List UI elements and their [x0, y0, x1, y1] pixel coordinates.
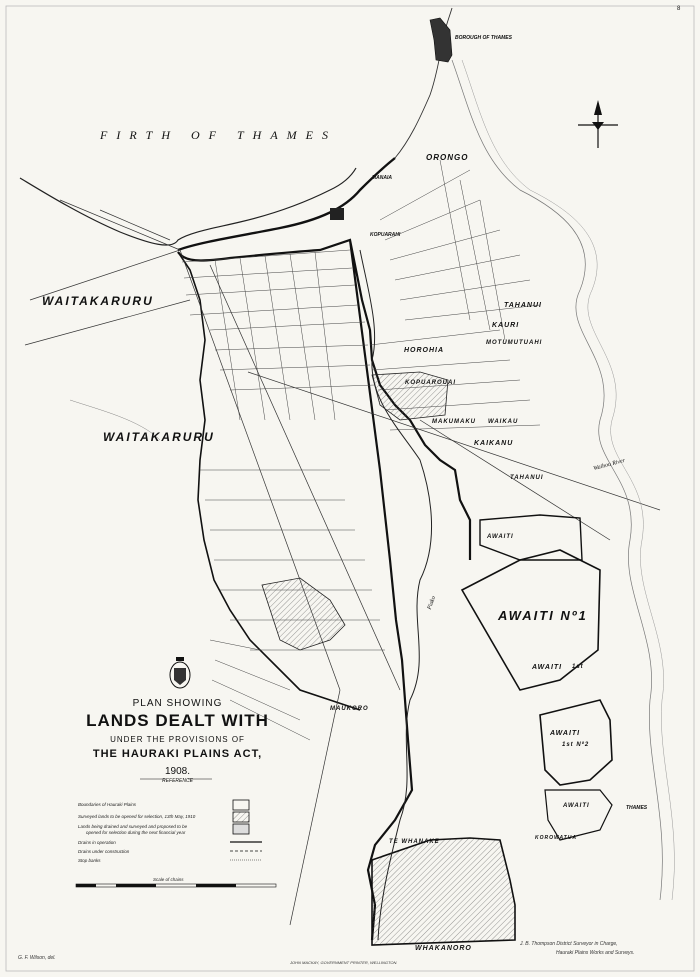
- title-block: [70, 698, 285, 784]
- legend-stop-banks: Stop banks: [78, 858, 101, 863]
- sheet-number: 8: [677, 6, 681, 12]
- legend-lands-draining: Lands being drained and surveyed and proposed to be: [78, 824, 188, 829]
- label-orongo: ORONGO: [426, 153, 469, 162]
- label-piako: Piako: [426, 595, 438, 611]
- signature-right-1: J. B. Thompson District Surveyor in Charge,: [520, 941, 618, 947]
- label-thames-east: THAMES: [626, 805, 648, 811]
- label-kaikanu: KAIKANU: [474, 440, 514, 447]
- north-arrow: [578, 100, 618, 148]
- scale-bar: [76, 884, 276, 887]
- label-awaiti-3: AWAITI: [563, 803, 590, 809]
- signature-left: G. F. Wilson, del.: [18, 955, 56, 961]
- label-korowatua: KOROWATUA: [535, 835, 577, 841]
- selection-block-dark: [330, 208, 344, 220]
- label-maukoro: MAUKORO: [330, 706, 369, 712]
- legend-boundaries: Boundaries of Hauraki Plains: [78, 802, 137, 807]
- legend-lands-draining-2: opened for selection during the next financial year: [86, 830, 186, 835]
- thames-peninsula: [430, 18, 452, 62]
- title-line-4: THE HAURAKI PLAINS ACT,: [92, 748, 263, 760]
- legend-drains-construction: Drains under construction: [78, 849, 130, 854]
- title-reference: REFERENCE: [162, 778, 193, 784]
- label-awaiti-lower: AWAITI: [550, 730, 581, 737]
- label-horohia: HOROHIA: [404, 347, 445, 354]
- label-awaiti-no1: AWAITI Nº1: [498, 608, 588, 623]
- title-line-1: PLAN SHOWING: [132, 698, 223, 709]
- selection-area-west: [262, 578, 345, 650]
- title-line-2: LANDS DEALT WITH: [86, 711, 269, 730]
- label-borough-of-thames: BOROUGH OF THAMES: [455, 35, 512, 41]
- label-waikau: WAIKAU: [488, 419, 519, 425]
- coastline-west: [20, 168, 356, 245]
- legend-scale-label: Scale of chains: [153, 877, 184, 882]
- label-kopuarahi: KOPUARAHI: [370, 232, 401, 238]
- label-firth-of-thames: FIRTH OF THAMES: [100, 128, 337, 142]
- title-line-3: UNDER THE PROVISIONS OF: [110, 735, 245, 744]
- label-te-whanake: TE WHANAKE: [389, 839, 440, 845]
- label-manaia: MANAIA: [372, 175, 392, 181]
- label-whakanoro: WHAKANORO: [415, 945, 472, 952]
- selection-area-south: [372, 838, 515, 945]
- label-tahanui: TAHANUI: [504, 302, 542, 309]
- label-awaiti-mid-num: 1st: [572, 664, 584, 670]
- label-awaiti-top: AWAITI: [487, 534, 514, 540]
- waihou-river-bank: [462, 60, 674, 900]
- coastline-south-firth: [178, 158, 395, 250]
- legend-symbols: [230, 800, 262, 860]
- label-waitakaruru-1: WAITAKARURU: [42, 294, 154, 308]
- legend-drains-operation: Drains in operation: [78, 840, 116, 845]
- label-awaiti-mid: AWAITI: [532, 664, 563, 671]
- awaiti-lower-block: [545, 790, 612, 840]
- label-waihou-river: Waihou River: [592, 457, 626, 473]
- government-crest: [170, 657, 190, 688]
- legend-surveyed-lands: Surveyed lands to be opened for selection, 13th May, 1910: [78, 814, 196, 819]
- signature-right-2: Hauraki Plains Works and Surveys.: [556, 950, 635, 956]
- printer-credit: JOHN MACKAY, GOVERNMENT PRINTER, WELLINGTON.: [290, 960, 398, 965]
- label-motumutuahi: MOTUMUTUAHI: [486, 340, 543, 346]
- label-makumaku: MAKUMAKU: [432, 419, 476, 425]
- label-awaiti-no2: 1st Nº2: [562, 742, 590, 748]
- label-kauri: KAURI: [492, 322, 520, 329]
- title-year: 1908.: [164, 766, 191, 777]
- label-tahanui-2: TAHANUI: [510, 475, 544, 481]
- label-waitakaruru-2: WAITAKARURU: [103, 430, 215, 444]
- label-kopuarouai: KOPUAROUAI: [405, 380, 457, 386]
- plains-boundary-west: [178, 252, 360, 710]
